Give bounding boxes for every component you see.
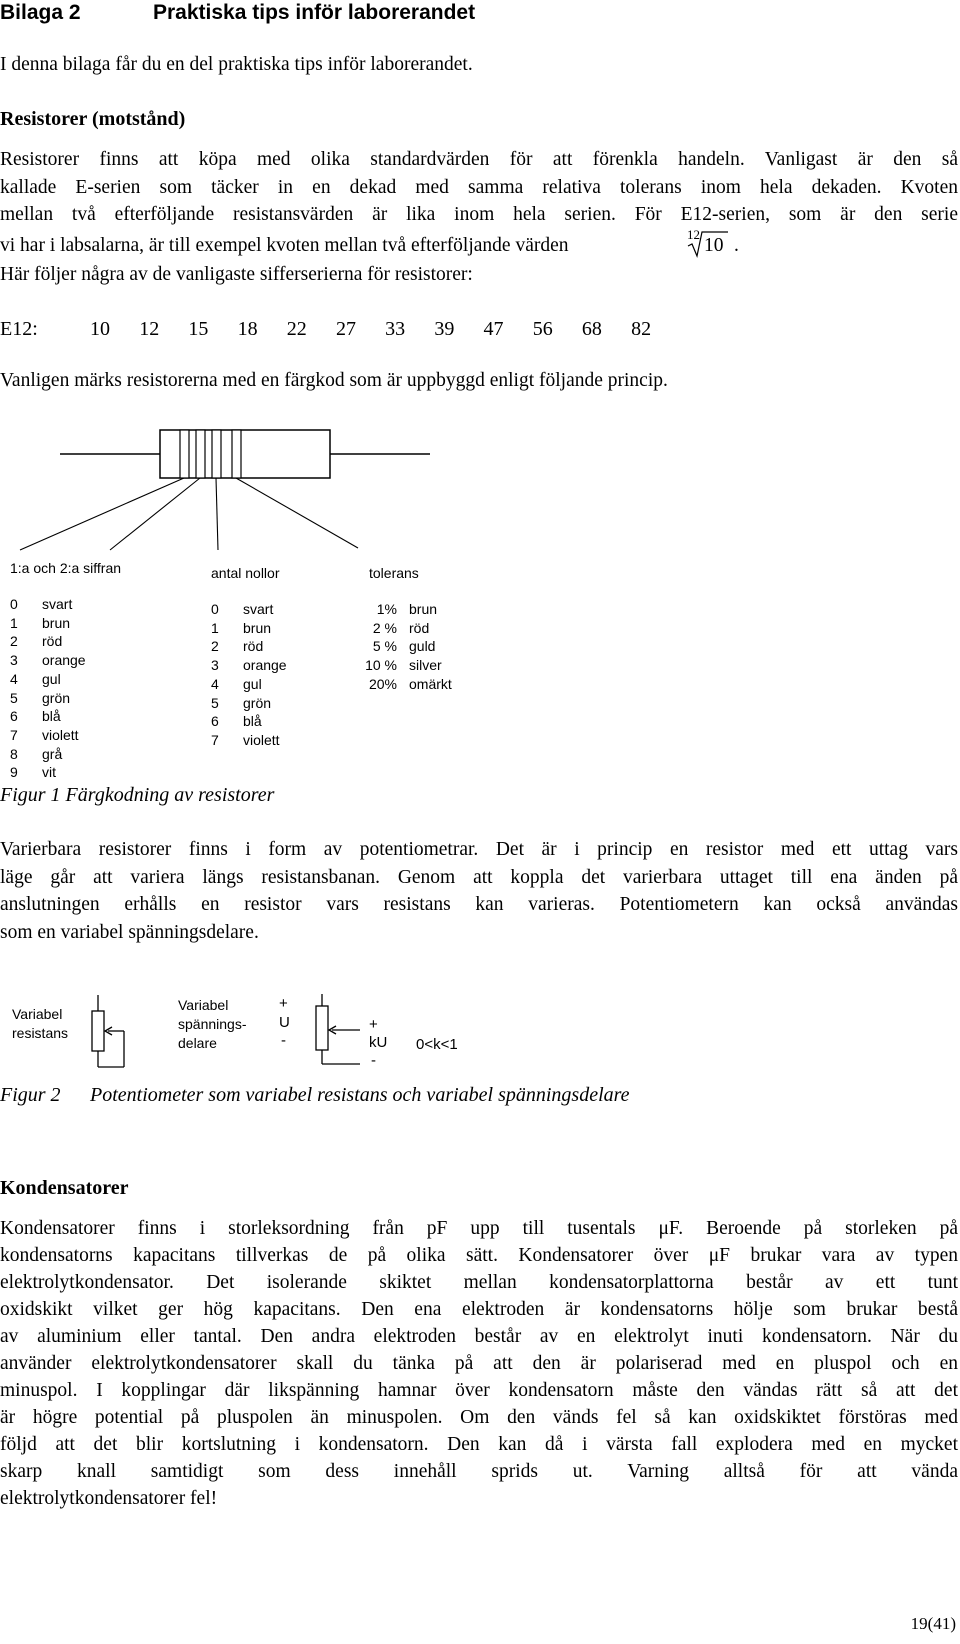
- output-plus: +: [369, 1016, 378, 1033]
- k-range: 0<k<1: [416, 1036, 458, 1053]
- cap-line-3: elektrolytkondensator. Det isolerande skiktet mellan kondensatorplattorna består av ett tunt: [0, 1272, 958, 1293]
- cap-line-9: följd att det blir kortslutning i kondensatorn. Den kan då i värsta fall explodera med en mycket: [0, 1434, 958, 1455]
- digits-list: [10, 595, 86, 782]
- input-u: U: [279, 1014, 290, 1031]
- page-title: Praktiska tips inför laborerandet: [153, 1, 476, 24]
- figure2-caption-text: Potentiometer som variabel resistans och variabel spänningsdelare: [90, 1084, 630, 1106]
- intro-text: I denna bilaga får du en del praktiska tips inför laborerandet.: [0, 54, 473, 75]
- series-value: 18: [237, 318, 258, 340]
- potentiometer-paragraph: [0, 836, 958, 946]
- root-base: 10: [704, 235, 724, 256]
- list-item: 1 brun: [10, 614, 71, 631]
- page-number: 19(41): [910, 1614, 956, 1633]
- resistors-line-4: vi har i labsalarna, är till exempel kvoten mellan två efterföljande värden: [0, 235, 569, 256]
- variable-resistor-symbol: [80, 995, 140, 1085]
- cap-line-11: elektrolytkondensatorer fel!: [0, 1488, 218, 1509]
- cap-line-6: använder elektrolytkondensatorer skall du tänka på att den är polariserad med en pluspol och en: [0, 1353, 958, 1374]
- series-value: 27: [335, 318, 356, 340]
- list-item: 7 violett: [10, 726, 79, 743]
- list-item: 6 blå: [211, 713, 262, 730]
- list-item: 1 brun: [211, 619, 272, 636]
- pot-line-1: Varierbara resistorer finns i form av potentiometrar. Det är i princip en resistor med ett uttag vars: [0, 839, 958, 860]
- cap-line-2: kondensatorns kapacitans tillverkas de på olika sätt. Kondensatorer över μF brukar vara av typen: [0, 1245, 958, 1266]
- variable-resistance-label: Variabel resistans: [12, 1006, 69, 1041]
- zeros-list: [211, 600, 287, 750]
- cap-line-1: Kondensatorer finns i storleksordning från pF upp till tusentals μF. Beroende på storleken på: [0, 1218, 958, 1239]
- list-item: 4 gul: [211, 675, 262, 692]
- color-code-text: Vanligen märks resistorerna med en färgkod som är uppbyggd enligt följande princip.: [0, 370, 668, 391]
- output-minus: -: [371, 1052, 376, 1069]
- series-value: 10: [90, 318, 110, 340]
- list-item: 4 gul: [10, 670, 61, 687]
- resistors-paragraph: [0, 146, 958, 229]
- series-value: 22: [286, 318, 307, 340]
- resistors-line-5: Här följer några av de vanligaste sifferserierna för resistorer:: [0, 264, 473, 285]
- pot-line-3: anslutningen erhålls en resistor vars resistans kan varieras. Potentiometern kan också användas: [0, 894, 958, 915]
- variable-divider-label: Variabel spännings- delare: [178, 997, 247, 1051]
- cap-line-8: är högre potential på pluspolen än minuspolen. Om den vänds fel så kan oxidskiktet förstöras med: [0, 1407, 958, 1428]
- pot-line-4: som en variabel spänningsdelare.: [0, 921, 259, 943]
- list-item: 20% omärkt: [368, 675, 452, 692]
- input-plus: +: [279, 995, 288, 1012]
- series-value: 33: [385, 318, 406, 340]
- figure1-caption: Figur 1 Färgkodning av resistorer: [0, 784, 275, 806]
- list-item: 3 orange: [10, 652, 86, 669]
- series-value: 82: [631, 318, 652, 340]
- list-item: 5 grön: [10, 689, 71, 706]
- list-item: 3 orange: [211, 657, 287, 674]
- series-value: 15: [188, 318, 209, 340]
- col2-title: antal nollor: [211, 565, 280, 581]
- series-value: 47: [483, 318, 504, 340]
- list-item: 5 % guld: [372, 638, 436, 655]
- resistors-line-2: kallade E-serien som täcker in en dekad med samma relativa tolerans inom hela dekaden. Kvoten: [0, 176, 958, 198]
- list-item: 10 % silver: [365, 657, 442, 674]
- root-index: 12: [687, 227, 700, 242]
- list-item: 9 vit: [10, 764, 56, 781]
- col3-title: tolerans: [369, 565, 419, 581]
- series-value: 39: [434, 318, 455, 340]
- list-item: 2 % röd: [372, 619, 430, 636]
- resistors-heading: Resistorer (motstånd): [0, 108, 186, 130]
- list-item: 7 violett: [211, 731, 280, 748]
- resistor-drawing: [0, 420, 500, 580]
- cap-line-5: av aluminium eller tantal. Den andra elektroden består av en elektrolyt inuti kondensatorn. När du: [0, 1326, 958, 1347]
- root-tail: .: [734, 235, 739, 256]
- voltage-divider-symbol: [300, 990, 380, 1080]
- series-value: 56: [532, 318, 553, 340]
- list-item: 0 svart: [211, 601, 274, 617]
- capacitors-paragraph: [0, 1215, 958, 1512]
- list-item: 8 grå: [10, 745, 63, 762]
- cap-line-4: oxidskikt vilket ger hög kapacitans. Den ena elektroden är kondensatorns hölje som brukar bestå: [0, 1299, 958, 1320]
- series-label: E12:: [0, 318, 38, 340]
- input-minus: -: [281, 1032, 286, 1049]
- cap-line-10: skarp knall samtidigt som dess innehåll sprids ut. Varning alltså för att vända: [0, 1461, 958, 1482]
- series-value: 12: [139, 318, 160, 340]
- list-item: 2 röd: [211, 638, 264, 655]
- list-item: 5 grön: [211, 694, 272, 711]
- list-item: 0 svart: [10, 596, 73, 612]
- output-ku: kU: [369, 1034, 388, 1051]
- col1-title: 1:a och 2:a siffran: [10, 560, 122, 576]
- pot-line-2: läge går att variera längs resistansbanan. Genom att koppla det varierbara uttaget till ena änden på: [0, 866, 958, 888]
- figure2-caption-number: Figur 2: [0, 1084, 61, 1106]
- series-values: [90, 318, 675, 341]
- list-item: 1% brun: [376, 601, 438, 617]
- capacitors-heading: Kondensatorer: [0, 1177, 129, 1199]
- resistors-line-3: mellan två efterföljande resistansvärden är lika inom hela serien. För E12-serien, som är den serie: [0, 204, 958, 225]
- list-item: 6 blå: [10, 708, 61, 725]
- series-value: 68: [581, 318, 602, 340]
- tolerance-list: [333, 600, 452, 694]
- resistors-line-1: Resistorer finns att köpa med olika standardvärden för att förenkla handeln. Vanligast är den så: [0, 149, 958, 170]
- appendix-label: Bilaga 2: [0, 1, 81, 24]
- list-item: 2 röd: [10, 633, 63, 650]
- cap-line-7: minuspol. I kopplingar där likspänning hamnar över kondensatorn måste den vändas rätt så att det: [0, 1380, 958, 1401]
